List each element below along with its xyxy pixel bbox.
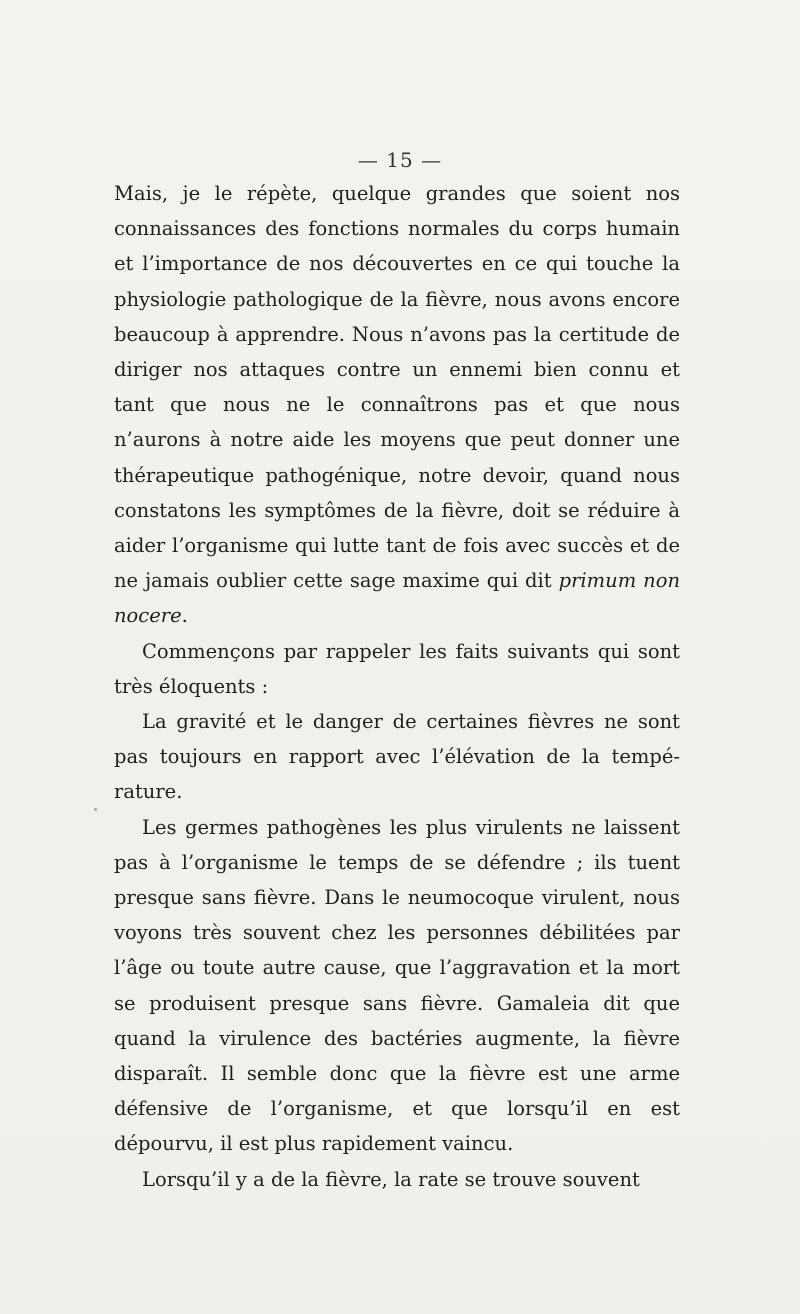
paragraph-1-line-11: fièvre, doit se réduire à aider l’organisme qui lutte [114, 498, 681, 558]
print-speck [94, 808, 97, 811]
paragraph-4-line-6: mort se produisent presque sans fièvre. Gamaleia dit [114, 956, 680, 1015]
paragraph-4-line-8: fièvre disparaît. Il semble donc que la fièvre est une [114, 1026, 680, 1086]
paragraph-1-line-8: que nous n’aurons à notre aide les moyens que [114, 393, 680, 452]
paragraph-4-line-7: que quand la virulence des bactéries augmente, la [114, 991, 680, 1050]
paragraph-3-line-3: rature. [114, 780, 183, 804]
latin-maxim: primum non nocere [114, 569, 681, 628]
paragraph-3-line-2: pas toujours en rapport avec l’élévation de la tempé- [114, 745, 680, 769]
paragraph-4 [114, 810, 680, 1162]
paragraph-1-line-10: devoir, quand nous constatons les symptômes de la [114, 463, 680, 522]
paragraph-1-line-4: la physiologie pathologique de la fièvre, nous avons [114, 252, 680, 311]
paragraph-4-line-5: par l’âge ou toute autre cause, que l’aggravation et la [114, 921, 680, 980]
paragraph-1-line-5: encore beaucoup à apprendre. Nous n’avons pas la [114, 287, 681, 346]
paragraph-5 [114, 1162, 680, 1197]
paragraph-4-line-4: nous voyons très souvent chez les personnes débilitées [114, 886, 680, 945]
paragraph-1-line-9: peut donner une thérapeutique pathogénique, notre [114, 428, 680, 487]
paragraph-4-line-1: Les germes pathogènes les plus virulents ne laissent [142, 815, 680, 839]
body-text [114, 176, 680, 1197]
paragraph-1-ending: . [181, 604, 188, 628]
paragraph-1-line-2: connaissances des fonctions normales du corps humain [114, 217, 680, 241]
paragraph-2-line-2: très éloquents : [114, 674, 269, 698]
paragraph-2 [114, 634, 680, 704]
paragraph-1 [114, 176, 680, 634]
paragraph-4-line-3: presque sans fièvre. Dans le neumocoque virulent, [114, 886, 626, 910]
paragraph-4-line-2: pas à l’organisme le temps de se défendre ; ils tuent [114, 850, 680, 874]
paragraph-3 [114, 704, 680, 810]
paragraph-4-line-10: dépourvu, il est plus rapidement vaincu. [114, 1132, 514, 1156]
paragraph-1-line-7: bien connu et tant que nous ne le connaîtrons pas et [114, 358, 680, 417]
paragraph-1-line-1: Mais, je le répète, quelque grandes que soient nos [114, 182, 680, 205]
paragraph-1-line-12: tant de fois avec succès et de ne jamais oublier cette [114, 534, 681, 593]
paragraph-4-line-9: arme défensive de l’organisme, et que lorsqu’il en est [114, 1062, 680, 1121]
paragraph-1-line-3: et l’importance de nos découvertes en ce qui touche [114, 252, 654, 276]
paragraph-5-line-1: Lorsqu’il y a de la fièvre, la rate se trouve souvent [142, 1167, 640, 1191]
page-number: — 15 — [357, 148, 443, 172]
paragraph-1-line-13: sage maxime qui dit [349, 569, 552, 593]
paragraph-3-line-1: La gravité et le danger de certaines fièvres ne sont [142, 710, 680, 734]
paragraph-1-line-6: certitude de diriger nos attaques contre un ennemi [114, 322, 681, 382]
paragraph-2-line-1: Commençons par rappeler les faits suivants qui sont [142, 639, 680, 663]
